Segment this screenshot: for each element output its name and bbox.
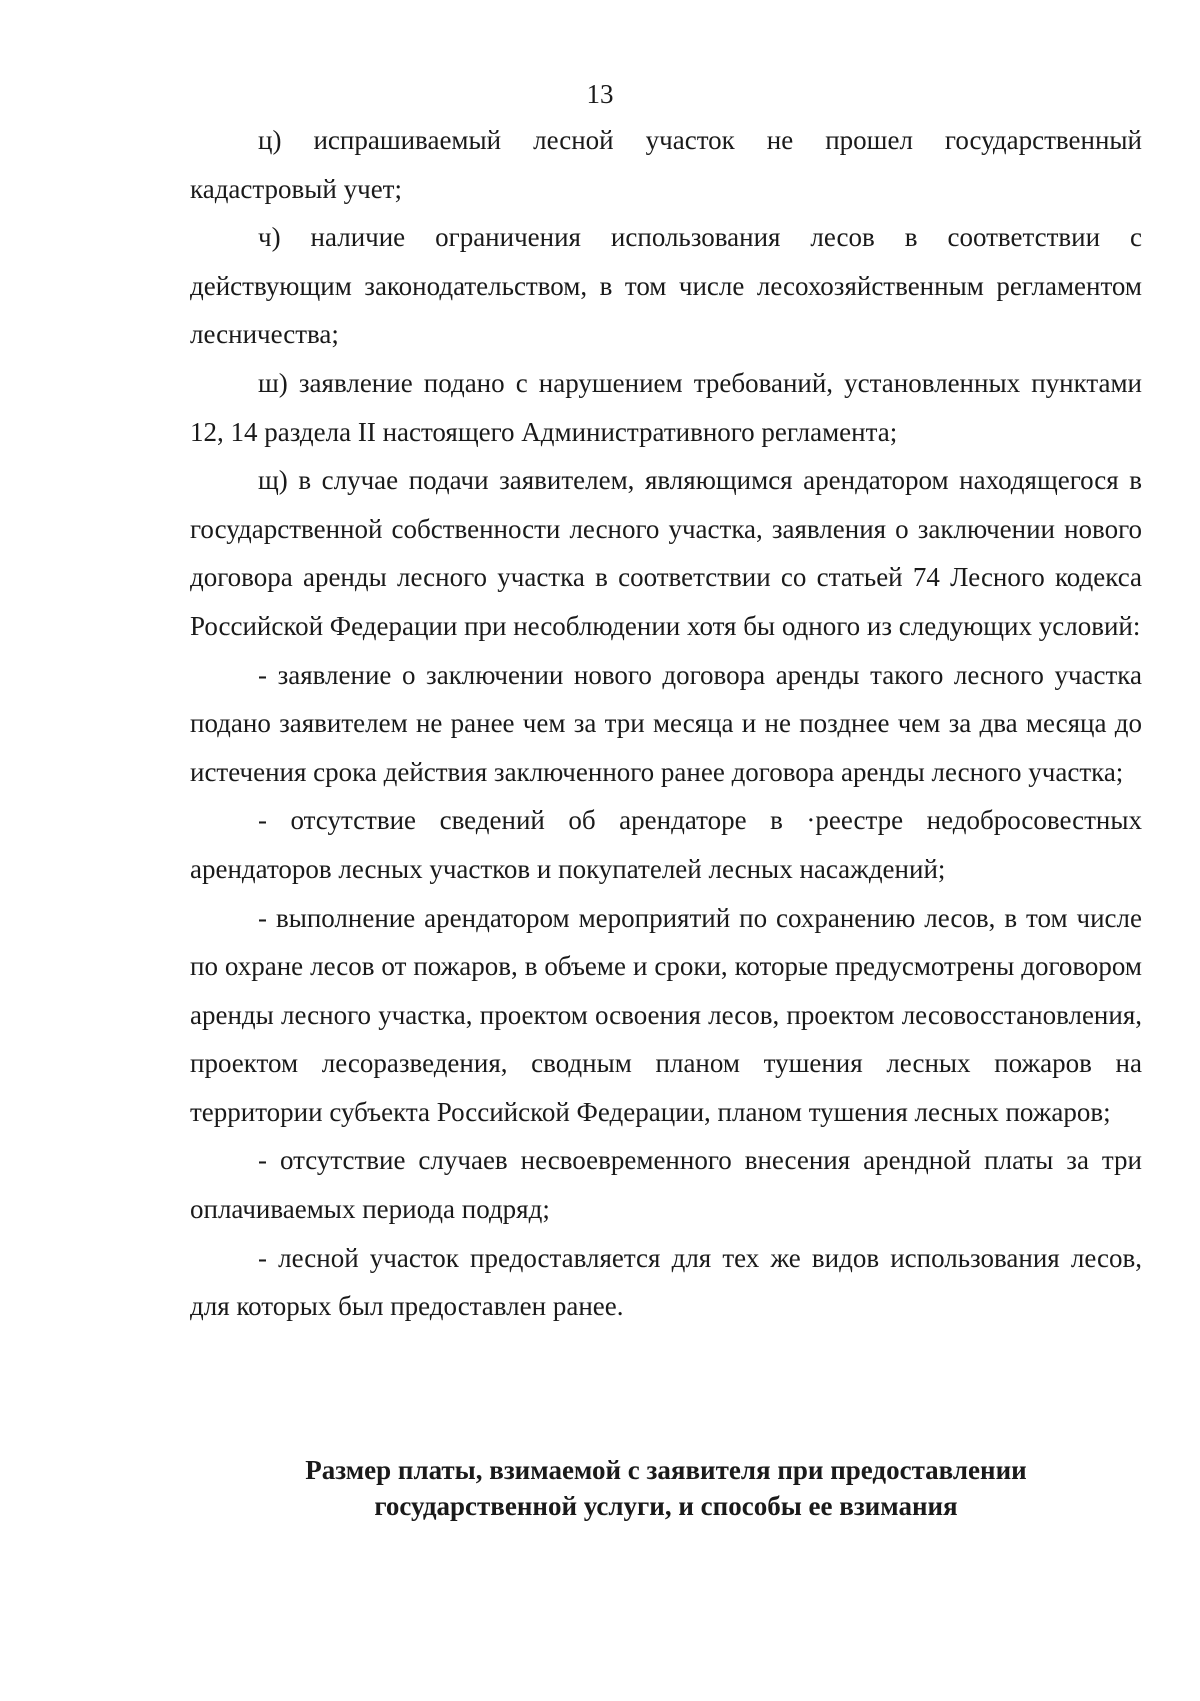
list-item-forest-protection: - выполнение арендатором мероприятий по сохранению лесов, в том числе по охране лесов от пожаров, в объеме и сроки, которые предусмотрены договором аренды лесного участка, проектом освоения лесов, проектом лесовосстановления, проектом лесоразведения, сводным планом тушения лесных пожаров на территории субъекта Российской Федерации, планом тушения лесных пожаров; xyxy=(190,902,1142,1127)
paragraph-ts: ц) испрашиваемый лесной участок не прошел государственный кадастровый учет; xyxy=(190,125,1142,204)
paragraph-sh: ш) заявление подано с нарушением требований, установленных пунктами 12, 14 раздела II настоящего Административного регламента; xyxy=(190,367,1142,447)
page-number: 13 xyxy=(586,79,614,109)
section-heading-line-2: государственной услуги, и способы ее взимания xyxy=(374,1491,958,1521)
document-body xyxy=(190,116,1142,1331)
section-heading xyxy=(190,1452,1142,1524)
list-item-rent-payment: - отсутствие случаев несвоевременного внесения арендной платы за три оплачиваемых периода подряд; xyxy=(190,1145,1142,1225)
list-item-application-timing: - заявление о заключении нового договора аренды такого лесного участка подано заявителем не ранее чем за три месяца и не позднее чем за два месяца до истечения срока действия заключенного ранее договора аренды лесного участка; xyxy=(190,659,1142,787)
paragraph-ch: ч) наличие ограничения использования лесов в соответствии с действующим законодательством, в том числе лесохозяйственным регламентом лесничества; xyxy=(190,222,1142,350)
paragraph-shch: щ) в случае подачи заявителем, являющимся арендатором находящегося в государственной собственности лесного участка, заявления о заключении нового договора аренды лесного участка в соответствии со статьей 74 Лесного кодекса Российской Федерации при несоблюдении хотя бы одного из следующих условий: xyxy=(190,465,1142,641)
section-heading-line-1: Размер платы, взимаемой с заявителя при предоставлении xyxy=(305,1455,1027,1485)
list-item-same-usage: - лесной участок предоставляется для тех же видов использования лесов, для которых был предоставлен ранее. xyxy=(190,1242,1142,1322)
list-item-registry: - отсутствие сведений об арендаторе в ·реестре недобросовестных арендаторов лесных участков и покупателей лесных насаждений; xyxy=(190,805,1142,884)
